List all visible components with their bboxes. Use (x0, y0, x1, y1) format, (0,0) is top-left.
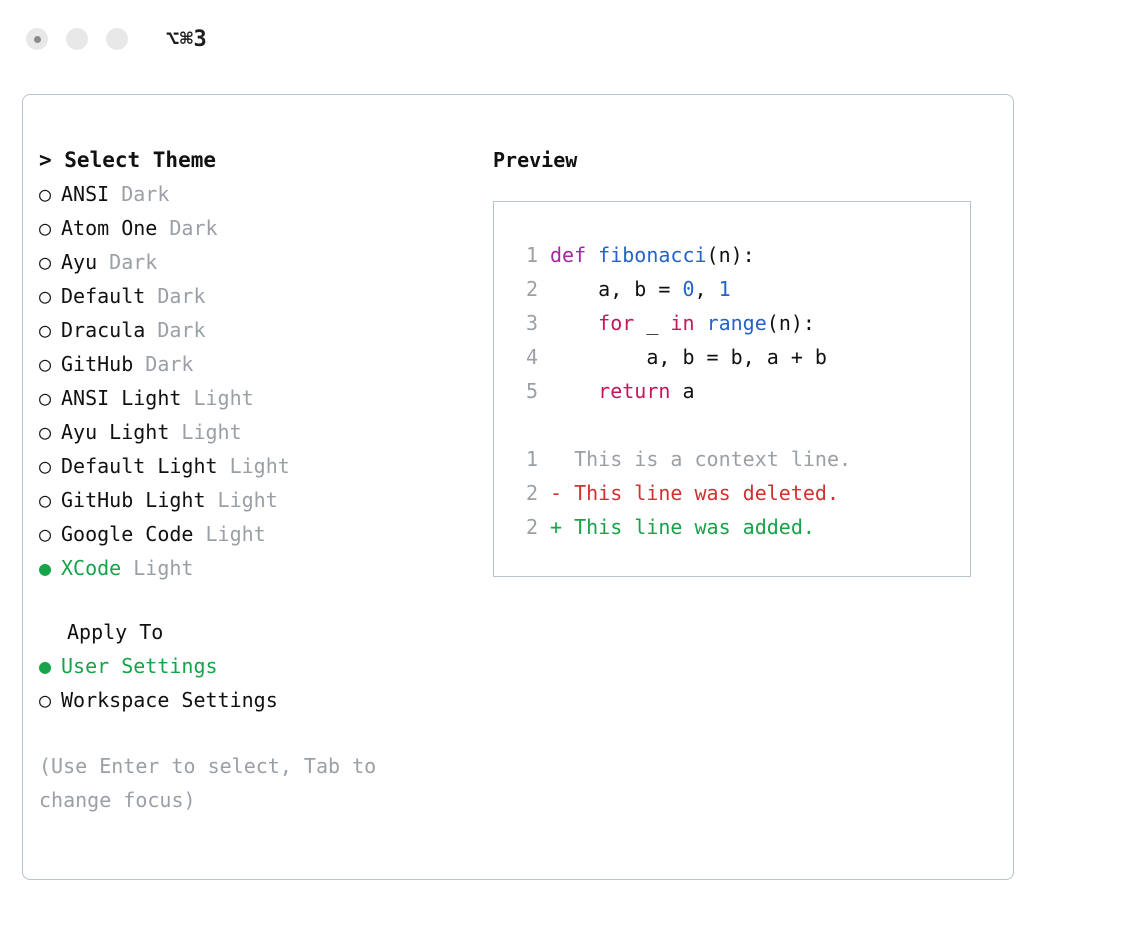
code-token: (n): (706, 243, 755, 267)
diff-line (494, 510, 970, 544)
theme-option-default[interactable] (39, 279, 493, 313)
theme-variant-label: Dark (121, 182, 170, 206)
code-token: 0 (682, 277, 695, 301)
theme-option-label: XCode (61, 556, 122, 580)
theme-variant-label: Light (193, 386, 254, 410)
theme-option-label: Ayu (61, 250, 98, 274)
code-token: a (670, 379, 695, 403)
theme-variant-label: Light (205, 522, 266, 546)
theme-option-ansi[interactable] (39, 177, 493, 211)
diff-text: - This line was deleted. (550, 481, 839, 505)
window-dot-zoom[interactable] (106, 28, 128, 50)
radio-unselected-icon: ○ (39, 420, 52, 444)
diff-text: + This line was added. (550, 515, 815, 539)
diff-text: This is a context line. (550, 447, 852, 471)
theme-label-space (145, 284, 157, 308)
code-token (550, 311, 598, 335)
theme-option-dracula[interactable] (39, 313, 493, 347)
code-line (494, 374, 970, 408)
code-line (494, 340, 970, 374)
theme-option-ayu[interactable] (39, 245, 493, 279)
radio-unselected-icon: ○ (39, 522, 52, 546)
code-token: in (670, 311, 695, 335)
diff-sample (494, 442, 970, 544)
preview-title: Preview (493, 148, 578, 172)
theme-label-space (97, 250, 109, 274)
radio-unselected-icon: ○ (39, 386, 52, 410)
radio-unselected-icon: ○ (39, 688, 52, 712)
code-spacer (494, 408, 970, 442)
code-line (494, 238, 970, 272)
theme-list-column (23, 143, 493, 879)
theme-variant-label: Dark (169, 216, 218, 240)
code-token: fibonacci (598, 243, 707, 267)
keyboard-shortcut-label: ⌥⌘3 (166, 26, 208, 52)
apply-to-option-label: User Settings (61, 654, 218, 678)
radio-unselected-icon: ○ (39, 454, 52, 478)
theme-label-space (218, 454, 230, 478)
theme-variant-label: Light (217, 488, 278, 512)
theme-option-label: ANSI (61, 182, 110, 206)
code-token: range (706, 311, 767, 335)
radio-unselected-icon: ○ (39, 216, 52, 240)
theme-option-ayu-light[interactable] (39, 415, 493, 449)
keyboard-hint: (Use Enter to select, Tab to change focus) (39, 754, 377, 812)
theme-option-label: Dracula (61, 318, 146, 342)
theme-label-space (169, 420, 181, 444)
line-number: 4 (525, 345, 538, 369)
code-token: _ (634, 311, 671, 335)
line-number: 2 (525, 277, 538, 301)
theme-option-label: Default (61, 284, 146, 308)
theme-label-space (109, 182, 121, 206)
theme-label-space (145, 318, 157, 342)
code-token: a, b = (550, 277, 683, 301)
theme-option-xcode[interactable] (39, 551, 493, 585)
theme-label-space (133, 352, 145, 376)
radio-unselected-icon: ○ (39, 284, 52, 308)
diff-line (494, 476, 970, 510)
theme-option-label: GitHub Light (61, 488, 206, 512)
code-token: for (598, 311, 635, 335)
code-token: a, b = b, a + b (550, 345, 827, 369)
apply-to-option-user-settings[interactable] (39, 649, 493, 683)
apply-to-heading: Apply To (67, 620, 164, 644)
theme-variant-label: Light (181, 420, 242, 444)
code-token (695, 311, 707, 335)
window-titlebar (0, 0, 1140, 78)
line-number: 1 (525, 243, 538, 267)
theme-option-google-code[interactable] (39, 517, 493, 551)
code-token (550, 379, 598, 403)
radio-unselected-icon: ○ (39, 352, 52, 376)
theme-variant-label: Light (133, 556, 194, 580)
code-token: (n): (766, 311, 815, 335)
code-line (494, 272, 970, 306)
window-dot-minimize[interactable] (66, 28, 88, 50)
radio-unselected-icon: ○ (39, 488, 52, 512)
apply-to-option-workspace-settings[interactable] (39, 683, 493, 717)
theme-option-label: Ayu Light (61, 420, 170, 444)
theme-option-atom-one[interactable] (39, 211, 493, 245)
theme-option-label: ANSI Light (61, 386, 182, 410)
select-theme-heading: > Select Theme (39, 148, 217, 172)
theme-label-space (181, 386, 193, 410)
code-line (494, 306, 970, 340)
line-number: 1 (525, 447, 538, 471)
theme-option-github-light[interactable] (39, 483, 493, 517)
window-dot-close[interactable] (26, 28, 48, 50)
code-token: , (694, 277, 719, 301)
line-number: 2 (525, 481, 538, 505)
theme-option-label: Atom One (61, 216, 158, 240)
radio-unselected-icon: ○ (39, 182, 52, 206)
code-sample (494, 238, 970, 408)
code-token: return (598, 379, 671, 403)
theme-option-label: GitHub (61, 352, 134, 376)
main-panel (22, 94, 1014, 880)
code-token: 1 (718, 277, 731, 301)
preview-column (493, 143, 1013, 879)
code-token: def (550, 243, 599, 267)
theme-variant-label: Light (229, 454, 290, 478)
theme-option-github[interactable] (39, 347, 493, 381)
theme-option-label: Default Light (61, 454, 218, 478)
theme-variant-label: Dark (157, 284, 206, 308)
diff-line (494, 442, 970, 476)
apply-to-option-label: Workspace Settings (61, 688, 278, 712)
theme-option-ansi-light[interactable] (39, 381, 493, 415)
preview-code-box (493, 201, 971, 577)
radio-selected-icon: ● (39, 654, 52, 678)
theme-label-space (206, 488, 218, 512)
theme-variant-label: Dark (109, 250, 158, 274)
line-number: 5 (525, 379, 538, 403)
theme-variant-label: Dark (157, 318, 206, 342)
apply-to-list (39, 649, 493, 717)
line-number: 3 (525, 311, 538, 335)
radio-unselected-icon: ○ (39, 250, 52, 274)
theme-list (39, 177, 493, 585)
theme-label-space (121, 556, 133, 580)
radio-selected-icon: ● (39, 556, 52, 580)
window-dot-close-inner (34, 36, 41, 43)
radio-unselected-icon: ○ (39, 318, 52, 342)
spacer (39, 585, 493, 615)
line-number: 2 (525, 515, 538, 539)
theme-label-space (157, 216, 169, 240)
theme-option-label: Google Code (61, 522, 194, 546)
theme-label-space (193, 522, 205, 546)
theme-option-default-light[interactable] (39, 449, 493, 483)
theme-variant-label: Dark (145, 352, 194, 376)
